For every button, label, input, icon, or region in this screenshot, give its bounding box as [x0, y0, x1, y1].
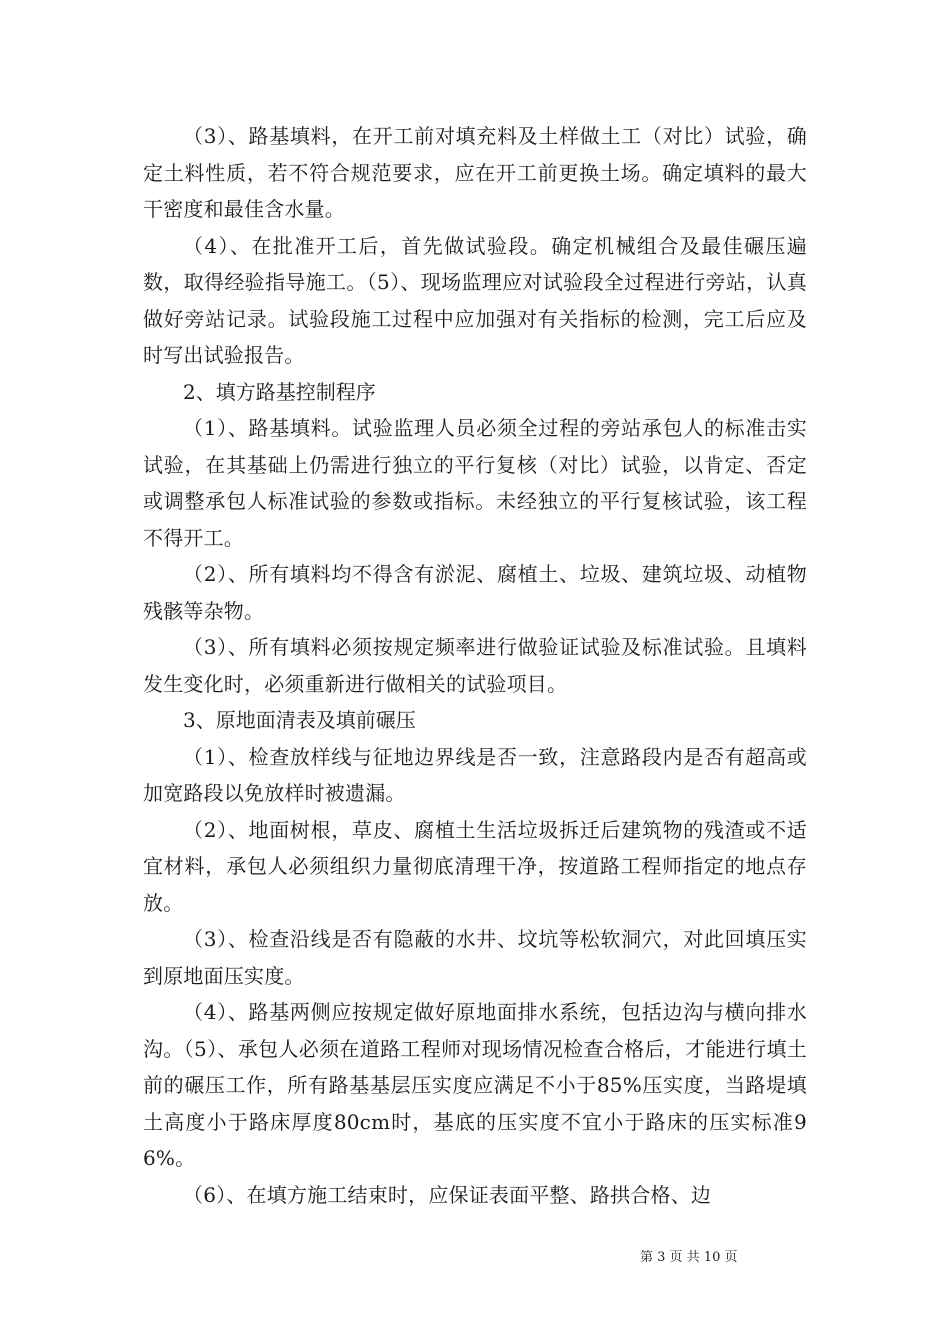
body-text: [143, 118, 807, 1213]
paragraph-fill-impurities: （2）、所有填料均不得含有淤泥、腐植土、垃圾、建筑垃圾、动植物残骸等杂物。: [143, 562, 807, 623]
paragraph-fill-material-test: （3）、路基填料，在开工前对填充料及土样做土工（对比）试验，确定土料性质，若不符合规范要求，应在开工前更换土场。确定填料的最大干密度和最佳含水量。: [143, 124, 807, 221]
paragraph-drainage-compaction: （4）、路基两侧应按规定做好原地面排水系统，包括边沟与横向排水沟。（5）、承包人必须在道路工程师对现场情况检查合格后，才能进行填土前的碾压工作，所有路基基层压实度应满足不小于85%压实度，当路堤填土高度小于路床厚度80cm时，基底的压实度不宜小于路床的压实标准96%。: [143, 1000, 807, 1170]
paragraph-debris-removal: （2）、地面树根，草皮、腐植土生活垃圾拆迁后建筑物的残渣或不适宜材料，承包人必须组织力量彻底清理干净，按道路工程师指定的地点存放。: [143, 817, 807, 915]
section-heading-fill-control: 2、填方路基控制程序: [183, 379, 376, 404]
paragraph-finish-surface: （6）、在填方施工结束时，应保证表面平整、路拱合格、边: [183, 1182, 712, 1207]
paragraph-stakeout-check: （1）、检查放样线与征地边界线是否一致，注意路段内是否有超高或加宽路段以免放样时被遗漏。: [143, 744, 807, 805]
section-heading-ground-clearing: 3、原地面清表及填前碾压: [183, 708, 416, 732]
paragraph-test-frequency: （3）、所有填料必须按规定频率进行做验证试验及标准试验。且填料发生变化时，必须重新进行做相关的试验项目。: [143, 635, 807, 696]
page-number-footer: 第 3 页 共 10 页: [640, 1250, 738, 1265]
paragraph-compaction-test: （1）、路基填料。试验监理人员必须全过程的旁站承包人的标准击实试验，在其基础上仍需进行独立的平行复核（对比）试验，以肯定、否定或调整承包人标准试验的参数或指标。未经独立的平行复核试验，该工程不得开工。: [143, 416, 807, 550]
paragraph-hidden-cavities: （3）、检查沿线是否有隐蔽的水井、坟坑等松软洞穴，对此回填压实到原地面压实度。: [143, 927, 807, 988]
paragraph-trial-section: （4）、在批准开工后，首先做试验段。确定机械组合及最佳碾压遍数，取得经验指导施工。（5）、现场监理应对试验段全过程进行旁站，认真做好旁站记录。试验段施工过程中应加强对有关指标的检测，完工后应及时写出试验报告。: [143, 233, 807, 367]
